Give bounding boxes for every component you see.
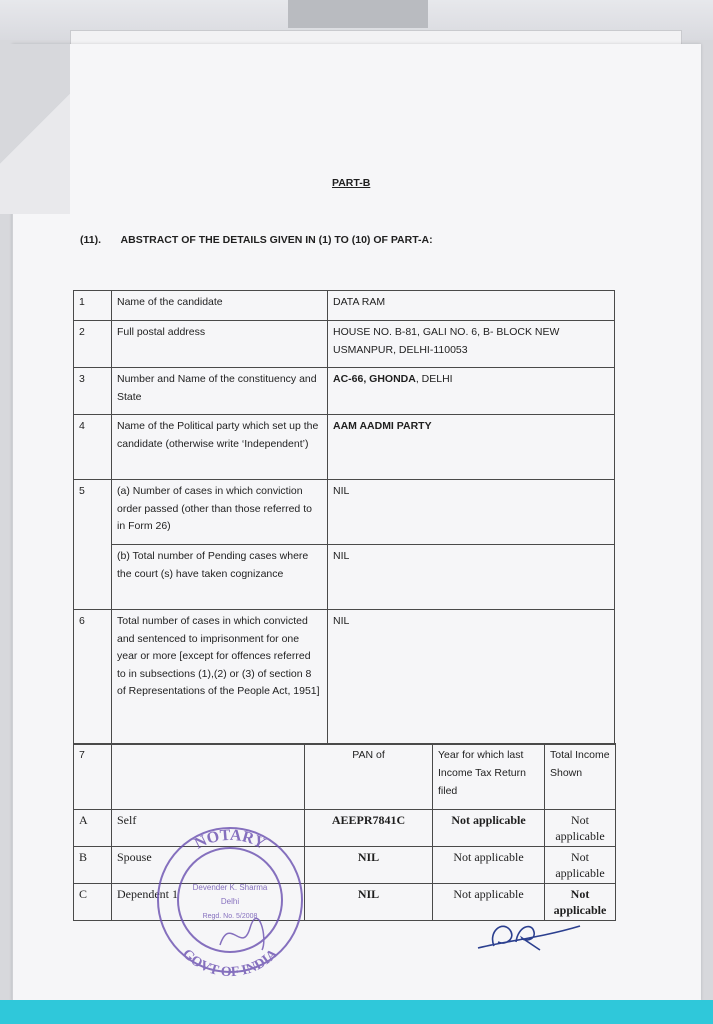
row-label: (b) Total number of Pending cases where the court (s) have taken cognizance	[112, 545, 328, 610]
abstract-heading	[80, 234, 433, 246]
row-label: Full postal address	[112, 321, 328, 368]
row-number: 5	[74, 480, 112, 610]
stamp-top-text: NOTARY	[191, 826, 269, 853]
income-header-row	[74, 744, 616, 810]
row-label: (a) Number of cases in which conviction order passed (other than those referred to in Form 26)	[112, 480, 328, 545]
signature-mark	[470, 912, 590, 957]
row-value	[328, 368, 615, 415]
stamp-name: Devender K. Sharma	[192, 883, 268, 892]
folded-corner	[0, 44, 70, 214]
row-number: 2	[74, 321, 112, 368]
entry-letter: A	[74, 810, 112, 847]
entry-year: Not applicable	[433, 884, 545, 921]
header-blank	[112, 744, 305, 810]
row-value: NIL	[328, 480, 615, 545]
header-pan: PAN of	[305, 744, 433, 810]
row-value: NIL	[328, 610, 615, 745]
stamp-place: Delhi	[220, 897, 240, 906]
stamp-bottom-text: GOVT OF INDIA	[179, 946, 281, 980]
constituency-name: AC-66, GHONDA	[333, 373, 416, 385]
scanner-bottom-band	[0, 1000, 713, 1024]
entry-total: Not applicable	[545, 847, 616, 884]
row-value: DATA RAM	[328, 291, 615, 321]
row-number: 4	[74, 415, 112, 480]
notary-stamp	[150, 820, 310, 980]
table-row	[74, 415, 615, 480]
constituency-state: , DELHI	[415, 373, 453, 385]
table-row	[74, 368, 615, 415]
entry-year: Not applicable	[433, 810, 545, 847]
entry-total: Not applicable	[545, 884, 616, 921]
table-row	[74, 291, 615, 321]
row-label: Total number of cases in which convicted and sentenced to imprisonment for one year or more [except for offences referred to in subsections (1),(2) or (3) of section 8 of Representations of the People Act, 1951]	[112, 610, 328, 745]
abstract-number: (11).	[80, 234, 102, 246]
abstract-title: ABSTRACT OF THE DETAILS GIVEN IN (1) TO (10) OF PART-A:	[120, 234, 433, 246]
row-value: AAM AADMI PARTY	[328, 415, 615, 480]
entry-pan: AEEPR7841C	[305, 810, 433, 847]
row-number: 7	[74, 744, 112, 810]
table-row	[74, 480, 615, 545]
entry-year: Not applicable	[433, 847, 545, 884]
row-number: 3	[74, 368, 112, 415]
details-table	[73, 290, 615, 745]
row-value: HOUSE NO. B-81, GALI NO. 6, B- BLOCK NEW USMANPUR, DELHI-110053	[328, 321, 615, 368]
row-label: Number and Name of the constituency and State	[112, 368, 328, 415]
entry-relation: Self	[112, 810, 305, 847]
row-value: NIL	[328, 545, 615, 610]
header-year: Year for which last Income Tax Return filed	[433, 744, 545, 810]
entry-letter: C	[74, 884, 112, 921]
entry-relation: Dependent 1	[112, 884, 305, 921]
entry-total: Not applicable	[545, 810, 616, 847]
table-row	[74, 545, 615, 610]
row-label: Name of the candidate	[112, 291, 328, 321]
table-row	[74, 321, 615, 368]
entry-relation: Spouse	[112, 847, 305, 884]
entry-letter: B	[74, 847, 112, 884]
stamp-registration: Regd. No. 5/2008	[202, 913, 258, 920]
entry-pan: NIL	[305, 884, 433, 921]
row-label: Name of the Political party which set up the candidate (otherwise write ‘Independent’)	[112, 415, 328, 480]
row-number: 6	[74, 610, 112, 745]
table-row	[74, 610, 615, 745]
header-total: Total Income Shown	[545, 744, 616, 810]
scanner-top-block	[288, 0, 428, 28]
row-number: 1	[74, 291, 112, 321]
part-title: PART-B	[332, 177, 371, 189]
entry-pan: NIL	[305, 847, 433, 884]
